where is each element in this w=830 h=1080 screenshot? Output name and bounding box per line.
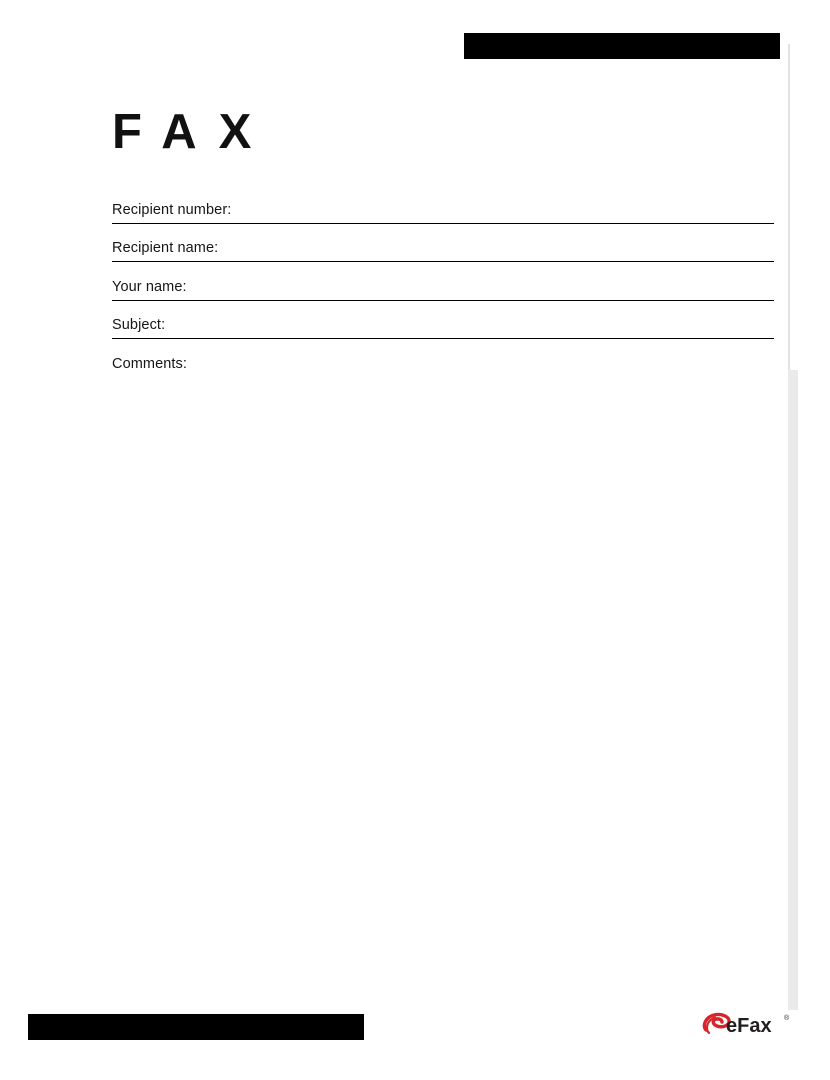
field-label: Comments: (112, 355, 188, 372)
page-edge-shadow-right-lower (788, 370, 798, 1010)
paper-sheet (28, 33, 788, 1043)
efax-wordmark: eFax (726, 1015, 772, 1037)
field-subject[interactable] (112, 301, 774, 340)
field-your-name[interactable] (112, 262, 774, 301)
field-comments[interactable] (112, 339, 774, 378)
field-label: Your name: (112, 278, 187, 295)
field-recipient-number[interactable] (112, 185, 774, 224)
document-body (112, 105, 774, 378)
fax-field-list (112, 185, 774, 378)
page-title: FAX (112, 105, 274, 159)
efax-logo (700, 1008, 792, 1042)
registered-trademark-icon: ® (784, 1015, 790, 1022)
field-label: Recipient number: (112, 201, 232, 218)
field-label: Subject: (112, 317, 166, 333)
efax-logo-graphic (700, 1008, 792, 1042)
scan-artifact-bar-top (464, 33, 780, 59)
field-label: Recipient name: (112, 240, 219, 256)
scan-artifact-bar-bottom (28, 1014, 364, 1040)
field-recipient-name[interactable] (112, 224, 774, 263)
